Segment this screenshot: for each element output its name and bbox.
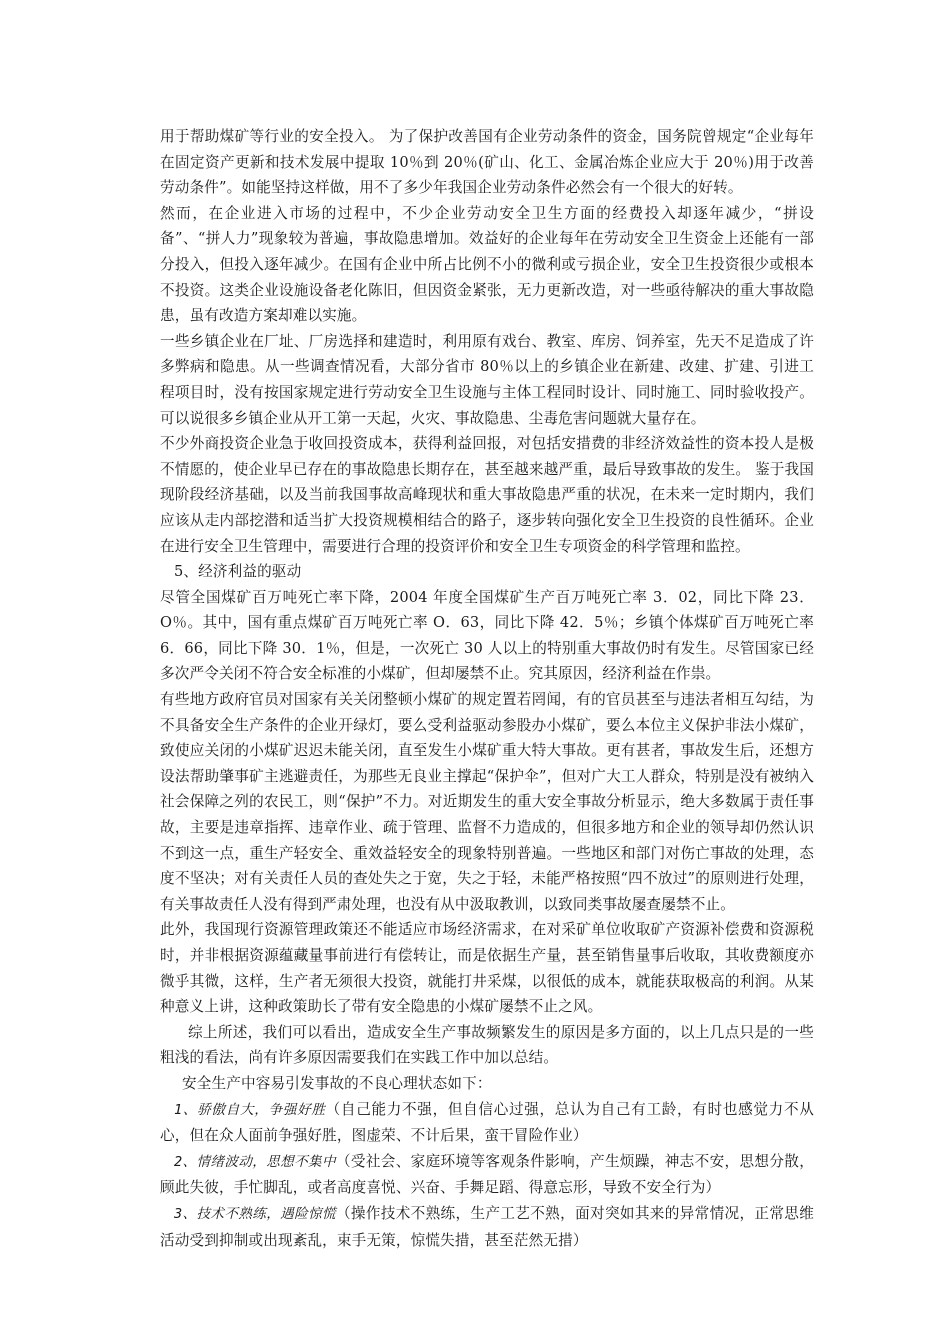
section-heading-economic-interest: 5、经济利益的驱动 [174,563,302,581]
list-item [160,1201,814,1253]
paragraph-resource-policy: 此外，我国现行资源管理政策还不能适应市场经济需求，在对采矿单位收取矿产资源补偿费和资源税时，并非根据资源蕴藏量事前进行有偿转让，而是依据生产量，甚至销售量事后收取，其收费额度亦微乎其微，这样，生产者无须很大投资，就能打井采煤，以很低的成本，就能获取极高的利润。从某种意义上讲，这种政策助长了带有安全隐患的小煤矿屡禁不止之风。 [160,921,814,1016]
list-item [160,1149,814,1201]
document-page [160,124,814,1253]
list-item-lead: 1、骄傲自大，争强好胜 [174,1101,326,1118]
paragraph-coal-mine-death-rate: 尽管全国煤矿百万吨死亡率下降，2004 年度全国煤矿生产百万吨死亡率 3．02，同比下降 23．O％。其中，国有重点煤矿百万吨死亡率 O．63，同比下降 42．5％；乡镇个体煤矿百万吨死亡率 6．66，同比下降 30．1％，但是，一次死亡 30 人以上的特别重大事故仍时有发生。尽管国家已经多次严令关闭不符合安全标准的小煤矿，但却屡禁不止。究其原因，经济利益在作祟。 [160,588,814,683]
paragraph-township-enterprises: 一些乡镇企业在厂址、厂房选择和建造时，利用原有戏台、教室、库房、饲养室，先天不足造成了许多弊病和隐患。从一些调查情况看，大部分省市 80％以上的乡镇企业在新建、改建、扩建、引进工程项目时，没有按国家规定进行劳动安全卫生设施与主体工程同时设计、同时施工、同时验收投产。可以说很多乡镇企业从开工第一天起，火灾、事故隐患、尘毒危害问题就大量存在。 [160,332,814,427]
paragraph-funding-decline: 然而，在企业进入市场的过程中，不少企业劳动安全卫生方面的经费投入却逐年减少，“拼设备”、“拼人力”现象较为普遍，事故隐患增加。效益好的企业每年在劳动安全卫生资金上还能有一部分投入，但投入逐年减少。在国有企业中所占比例不小的微利或亏损企业，安全卫生投资很少或根本不投资。这类企业设施设备老化陈旧，但因资金紧张，无力更新改造，对一些亟待解决的重大事故隐患，虽有改造方案却难以实施。 [160,204,814,325]
list-item-text: （受社会、家庭环境等客观条件影响，产生烦躁，神志不安，思想分散，顾此失彼，手忙脚乱，或者高度喜悦、兴奋、手舞足蹈、得意忘形，导致不安全行为） [160,1152,814,1197]
list-item-text: （操作技术不熟练，生产工艺不熟，面对突如其来的异常情况，正常思维活动受到抑制或出现紊乱，束手无策，惊慌失措，甚至茫然无措） [160,1204,814,1249]
paragraph-psychological-states-intro: 安全生产中容易引发事故的不良心理状态如下： [182,1074,492,1092]
paragraph-summary: 综上所述，我们可以看出，造成安全生产事故频繁发生的原因是多方面的，以上几点只是的一些粗浅的看法，尚有许多原因需要我们在实践工作中加以总结。 [160,1023,814,1067]
paragraph-local-officials: 有些地方政府官员对国家有关关闭整顿小煤矿的规定置若罔闻，有的官员甚至与违法者相互勾结，为不具备安全生产条件的企业开绿灯，要么受利益驱动参股办小煤矿，要么本位主义保护非法小煤矿，致使应关闭的小煤矿迟迟未能关闭，直至发生小煤矿重大特大事故。更有甚者，事故发生后，还想方设法帮助肇事矿主逃避责任，为那些无良业主撑起“保护伞”，但对广大工人群众，特别是没有被纳入社会保障之列的农民工，则“保护”不力。对近期发生的重大安全事故分析显示，绝大多数属于责任事故，主要是违章指挥、违章作业、疏于管理、监督不力造成的，但很多地方和企业的领导却仍然认识不到这一点，重生产轻安全、重效益轻安全的现象特别普遍。一些地区和部门对伤亡事故的处理，态度不坚决；对有关责任人员的查处失之于宽，失之于轻，未能严格按照“四不放过”的原则进行处理，有关事故责任人没有得到严肃处理，也没有从中汲取教训，以致同类事故屡查屡禁不止。 [160,691,814,913]
list-item [160,1097,814,1149]
list-item-lead: 3、技术不熟练，遇险惊慌 [174,1205,336,1222]
list-item-text: （自己能力不强，但自信心过强，总认为自己有工龄，有时也感觉力不从心，但在众人面前争强好胜，图虚荣、不计后果，蛮干冒险作业） [160,1100,814,1145]
list-item-lead: 2、情绪波动，思想不集中 [174,1153,336,1170]
paragraph-foreign-investment: 不少外商投资企业急于收回投资成本，获得利益回报，对包括安措费的非经济效益性的资本投人是极不情愿的，使企业早已存在的事故隐患长期存在，甚至越来越严重，最后导致事故的发生。 鉴于我国现阶段经济基础，以及当前我国事故高峰现状和重大事故隐患严重的状况，在未来一定时期内，我们应该从走内部挖潜和适当扩大投资规模相结合的路子，逐步转向强化安全卫生投资的良性循环。企业在进行安全卫生管理中，需要进行合理的投资评价和安全卫生专项资金的科学管理和监控。 [160,435,814,555]
paragraph-safety-investment: 用于帮助煤矿等行业的安全投入。 为了保护改善国有企业劳动条件的资金，国务院曾规定“企业每年在固定资产更新和技术发展中提取 10％到 20％(矿山、化工、金属冶炼企业应大于 20％)用于改善劳动条件”。如能坚持这样做，用不了多少年我国企业劳动条件必然会有一个很大的好转。 [160,128,814,197]
